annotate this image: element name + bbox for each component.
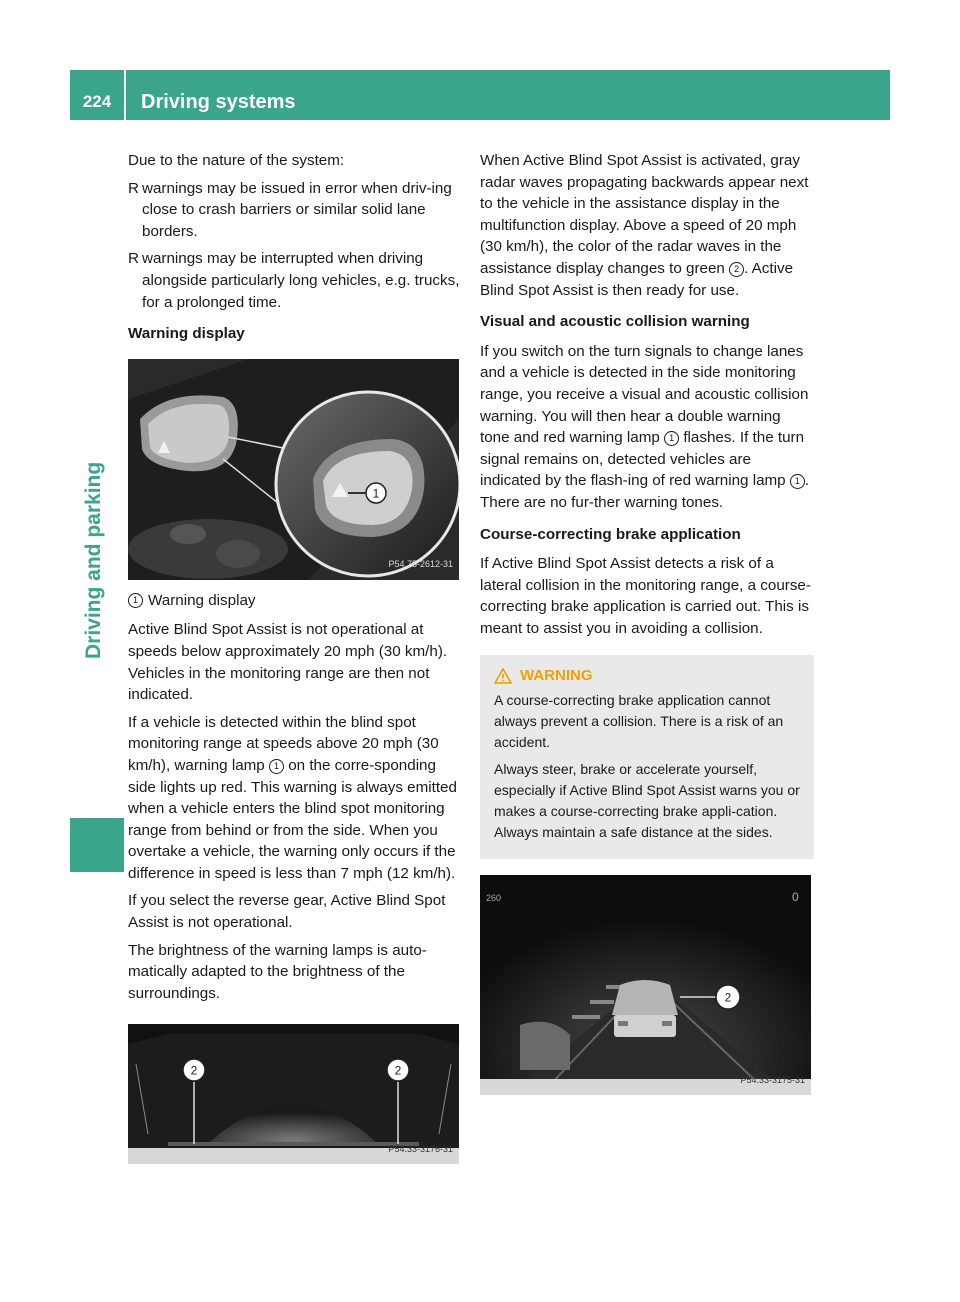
- paragraph: If you switch on the turn signals to change lanes and a vehicle is detected in the side monitoring range, you receive a visual and acoustic collision warning. You will then hear a double warning tone and red warning lamp 1 flashes. If the turn signal remains on, detected vehicles are indicated by the flash-ing of red warning lamp 1 . There are no fur-ther warning tones.: [480, 342, 810, 511]
- warning-header: [494, 665, 804, 686]
- paragraph: If Active Blind Spot Assist detects a risk of a lateral collision in the monitoring range, a course-correcting brake application is carried out. This is meant to assist you in avoiding a collision.: [480, 555, 811, 637]
- warning-text: A course-correcting brake application cannot always prevent a collision. There is a risk of an accident.: [494, 692, 784, 751]
- bullet-marker: R: [128, 250, 139, 268]
- callout-number: 1: [790, 474, 805, 489]
- warning-box: [480, 655, 814, 859]
- mirror-illustration: [128, 359, 459, 580]
- speed-scale-label: 260: [486, 893, 502, 904]
- warning-text: Always steer, brake or accelerate yourself, especially if Active Blind Spot Assist warns you or makes a course-correcting brake appli-cation. Always maintain a safe distance at the sides.: [494, 761, 800, 841]
- side-section-label: Driving and parking: [82, 461, 105, 659]
- header-divider: [124, 70, 126, 120]
- bullet-marker: R: [128, 179, 139, 197]
- list-item: R warnings may be issued in error when driv-ing close to crash barriers or similar solid lane borders.: [128, 179, 452, 240]
- warning-triangle-icon: [494, 668, 512, 684]
- instrument-cluster-image: [128, 1024, 459, 1164]
- callout-number: 2: [729, 262, 744, 277]
- paragraph: If a vehicle is detected within the blind spot monitoring range at speeds above 20 mph (30 km/h), warning lamp 1 on the corre-sponding side lights up red. This warning is always emitted when a vehicle enters the blind spot monitoring range from behind or from the side. When you overtake a vehicle, the warning only occurs if the difference in speed is less than 7 mph (12 km/h).: [128, 713, 457, 882]
- right-column: [480, 150, 814, 1095]
- svg-text:0: 0: [792, 890, 799, 905]
- paragraph: If you select the reverse gear, Active Blind Spot Assist is not operational.: [128, 892, 446, 932]
- list-item: R warnings may be interrupted when driving alongside particularly long vehicles, e.g. trucks, for a prolonged time.: [128, 250, 460, 311]
- intro-text: Due to the nature of the system:: [128, 152, 345, 169]
- page-number: 224: [82, 92, 112, 111]
- callout-number: 1: [128, 593, 143, 608]
- callout-number: 1: [269, 759, 284, 774]
- section-heading: Visual and acoustic collision warning: [480, 313, 750, 331]
- callout-1: 1: [372, 486, 380, 501]
- callout-2: 2: [190, 1063, 198, 1078]
- page-title: Driving systems: [141, 91, 296, 113]
- paragraph: When Active Blind Spot Assist is activated, gray radar waves propagating backwards appear next to the vehicle in the assistance display in the multifunction display. Above a speed of 20 mph (30 km/h), the color of the radar waves in the assistance display changes to green 2 . Active Blind Spot Assist is then ready for use.: [480, 152, 809, 299]
- section-heading: Course-correcting brake application: [480, 525, 741, 543]
- figure-code: P54.33-3176-31: [388, 1143, 453, 1154]
- warning-title: WARNING: [520, 667, 593, 685]
- figure-code: P54.33-3175-31: [740, 1074, 805, 1085]
- callout-2: 2: [724, 990, 732, 1005]
- left-column: [128, 150, 462, 1164]
- mirror-warning-image: [128, 359, 459, 580]
- assistance-display-illustration: [480, 875, 811, 1095]
- figure-code: P54.75-2612-31: [388, 559, 453, 570]
- paragraph: Active Blind Spot Assist is not operational at speeds below approximately 20 mph (30 km/h). Vehicles in the monitoring range are then not indicated.: [128, 621, 448, 704]
- paragraph: The brightness of the warning lamps is auto-matically adapted to the brightness of the surroundings.: [128, 941, 427, 1002]
- callout-2: 2: [394, 1063, 402, 1078]
- side-marker: [70, 818, 124, 872]
- section-heading: Warning display: [128, 325, 245, 343]
- callout-number: 1: [664, 431, 679, 446]
- assistance-display-image: [480, 875, 811, 1095]
- figure-caption: 1 Warning display: [128, 590, 462, 612]
